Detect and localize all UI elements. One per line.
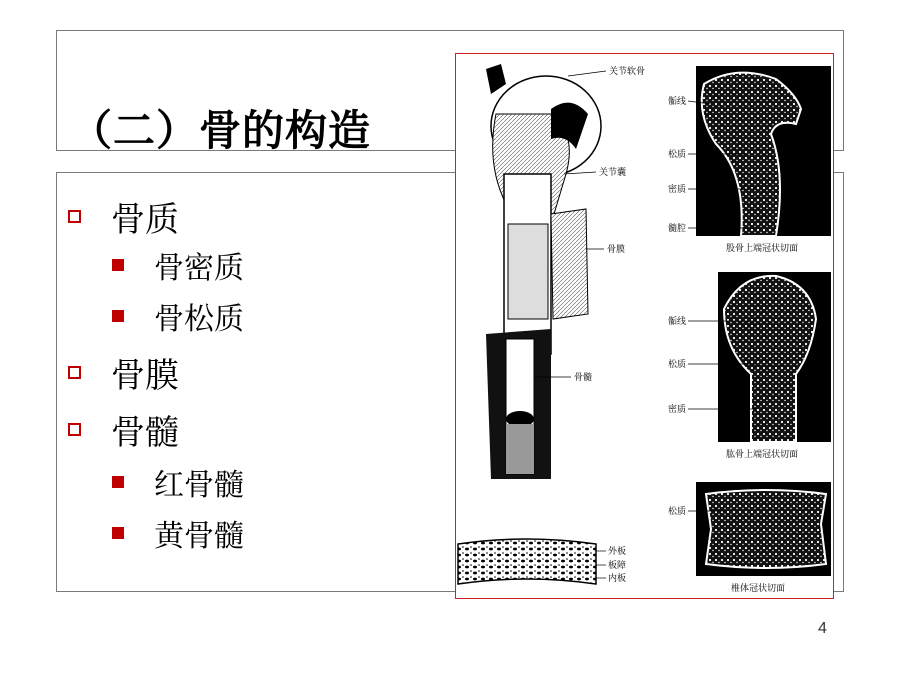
femur-caption: 股骨上端冠状切面	[726, 244, 799, 254]
hollow-square-bullet-icon	[68, 423, 81, 436]
femur-label-medullary-cavity: 髓腔	[668, 224, 687, 234]
bullet-text: 黄骨髓	[154, 519, 244, 554]
humerus-section	[668, 272, 831, 460]
label-articular-cartilage: 关节软骨	[609, 67, 646, 77]
bullet-text: 骨膜	[111, 356, 179, 396]
label-diploe: 板障	[608, 561, 627, 571]
humerus-caption: 肱骨上端冠状切面	[726, 450, 799, 460]
slide-title: （二）骨的构造	[70, 106, 372, 155]
femur-label-compact: 密质	[668, 185, 687, 195]
humerus-label-epiphyseal-line: 骺线	[668, 317, 687, 327]
long-bone-drawing	[486, 64, 601, 479]
bullet-text: 骨髓	[111, 413, 179, 453]
bullet-item	[112, 243, 244, 287]
solid-square-bullet-icon	[112, 310, 124, 322]
bullet-text: 红骨髓	[154, 468, 244, 503]
page-number: 4	[818, 620, 827, 637]
bone-structure-figure	[455, 53, 834, 599]
hollow-square-bullet-icon	[68, 366, 81, 379]
femur-label-epiphyseal-line: 骺线	[668, 97, 687, 107]
humerus-label-compact: 密质	[668, 405, 687, 415]
bullet-item	[68, 348, 179, 397]
bullet-text: 骨松质	[154, 302, 244, 337]
femur-label-spongy: 松质	[668, 150, 687, 160]
label-joint-capsule: 关节囊	[599, 168, 627, 178]
skull-section-drawing	[458, 539, 626, 584]
label-outer-table: 外板	[608, 547, 627, 557]
bullet-item	[68, 405, 179, 454]
vertebra-label-spongy: 松质	[668, 507, 687, 517]
label-periosteum: 骨膜	[607, 245, 626, 255]
vertebra-section	[668, 482, 831, 594]
solid-square-bullet-icon	[112, 259, 124, 271]
vertebra-caption: 椎体冠状切面	[731, 584, 786, 594]
bone-illustration	[456, 54, 834, 599]
bullet-text: 骨密质	[154, 251, 244, 286]
bullet-item	[112, 511, 244, 555]
label-inner-table: 内板	[608, 574, 627, 584]
solid-square-bullet-icon	[112, 527, 124, 539]
bullet-item	[68, 192, 179, 241]
solid-square-bullet-icon	[112, 476, 124, 488]
bullet-item	[112, 294, 244, 338]
label-marrow: 骨髓	[574, 373, 593, 383]
femur-section	[668, 66, 831, 254]
humerus-label-spongy: 松质	[668, 360, 687, 370]
bullet-text: 骨质	[111, 200, 179, 240]
bullet-item	[112, 460, 244, 504]
hollow-square-bullet-icon	[68, 210, 81, 223]
